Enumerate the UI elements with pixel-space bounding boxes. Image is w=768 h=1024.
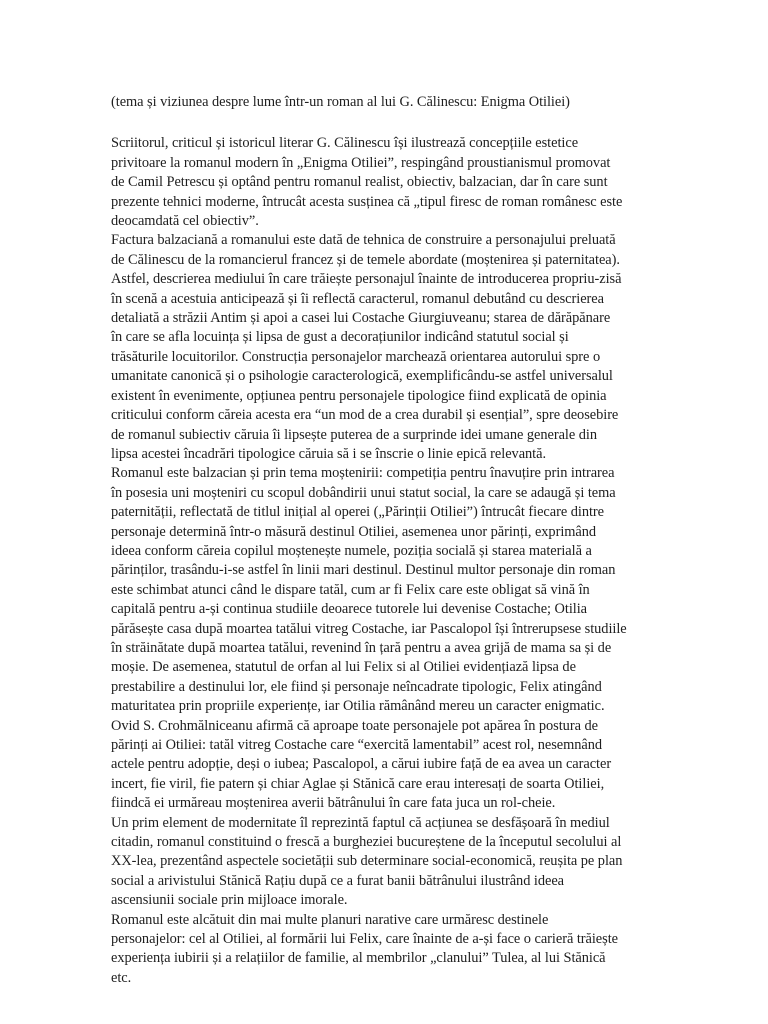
text-line: capitală pentru a-și continua studiile deoarece tutorele lui devenise Costache; Otilia: [111, 601, 588, 618]
paragraph-planuri-narative: [111, 911, 651, 989]
text-line: personajelor: cel al Otiliei, al formării lui Felix, care înainte de a-și face o carieră trăiește: [111, 931, 618, 948]
paragraph-mostenire-tema: [111, 464, 651, 813]
text-line: Scriitorul, criticul și istoricul literar G. Călinescu își ilustrează concepțiile estetice: [111, 135, 579, 152]
document-body: [111, 134, 651, 988]
text-line: în posesia uni moșteniri cu scopul dobândirii unui statut social, la care se adaugă și tema: [111, 484, 616, 501]
text-line: deocamdată cel obiectiv”.: [111, 213, 259, 230]
text-line: personaje determină într-o măsură destinul Otiliei, asemenea unor părinți, exprimând: [111, 523, 597, 540]
text-line: este schimbat atunci când le dispare tatăl, cum ar fi Felix care este obligat să vină în: [111, 581, 590, 598]
text-line: detaliată a străzii Antim și apoi a casei lui Costache Giurgiuveanu; starea de dărăpănare: [111, 310, 611, 327]
text-line: părinți ai Otiliei: tatăl vitreg Costache care “exercită lamentabil” acest rol, nesemnând: [111, 737, 603, 753]
text-line: actele pentru adopție, deși o iubea; Pascalopol, a cărui iubire față de ea avea un caracter: [111, 756, 612, 773]
text-line: Un prim element de modernitate îl reprezintă faptul că acțiunea se desfășoară în mediul: [111, 814, 610, 831]
text-line: Ovid S. Crohmălniceanu afirmă că aproape toate personajele pot apărea în postura de: [111, 717, 598, 734]
text-line: Factura balzaciană a romanului este dată de tehnica de construire a personajului preluată: [111, 232, 616, 249]
text-line: în care se afla locuința și lipsa de gust a decorațiunilor indicând statutul social și: [111, 329, 569, 346]
text-line: prestabilire a destinului lor, ele fiind și personaje neîncadrate tipologic, Felix atingând: [111, 678, 602, 695]
text-line: Romanul este balzacian și prin tema moștenirii: competiția pentru înavuțire prin intrarea: [111, 465, 615, 482]
text-line: paternității, reflectată de titlul inițial al operei („Părinții Otiliei”) întrucât fiecare dintre: [111, 504, 605, 521]
text-line: Romanul este alcătuit din mai multe planuri narative care urmăresc destinele: [111, 911, 549, 928]
text-line: incert, fie viril, fie patern și chiar Aglae și Stănică care erau interesați de soarta Otiliei,: [111, 775, 605, 792]
text-line: umanitate canonică și o psihologie caracterologică, exemplificându-se astfel universalul: [111, 368, 613, 385]
text-line: ascensiunii sociale prin mijloace imorale.: [111, 892, 348, 909]
paragraph-modernitate: [111, 814, 651, 911]
text-line: fiindcă ei urmăreau moștenirea averii bătrânului în care fata juca un rol-cheie.: [111, 795, 556, 812]
text-line: prezente tehnici moderne, întrucât acesta susținea că „tipul firesc de roman românesc este: [111, 193, 623, 210]
text-line: experiența iubirii și a relațiilor de familie, al membrilor „clanului” Tulea, al lui Stănică: [111, 950, 606, 967]
text-line: în străinătate după moartea tatălui, revenind în țară pentru a avea grijă de mama sa și de: [111, 639, 612, 656]
text-line: criticului conform căreia acesta era “un mod de a crea durabil și esențial”, spre deosebire: [111, 407, 619, 424]
text-line: de romanul subiectiv căruia îi lipsește puterea de a surprinde idei umane generale din: [111, 426, 597, 443]
text-line: privitoare la romanul modern în „Enigma Otiliei”, respingând proustianismul promovat: [111, 154, 611, 171]
document-title: (tema și viziunea despre lume într-un roman al lui G. Călinescu: Enigma Otiliei): [111, 94, 570, 110]
text-line: maturitatea prin propriile experiențe, iar Otilia rămânând mereu un caracter enigmatic.: [111, 698, 605, 715]
text-line: moșie. De asemenea, statutul de orfan al lui Felix si al Otiliei evidențiază lipsa de: [111, 659, 576, 676]
text-line: existent în evenimente, opțiunea pentru personajele tipologice fiind explicată de opinia: [111, 387, 607, 404]
text-line: Astfel, descrierea mediului în care trăiește personajul înainte de introducerea propriu-zisă: [111, 271, 622, 288]
text-line: părăsește casa după moartea tatălui vitreg Costache, iar Pascalopol își întrerupsese studiile: [111, 620, 627, 637]
text-line: social a arivistului Stănică Rațiu după ce a furat banii bătrânului ilustrând ideea: [111, 872, 564, 889]
text-line: XX-lea, prezentând aspectele societății sub determinare social-economică, reușita pe plan: [111, 853, 623, 870]
text-line: citadin, romanul constituind o frescă a burgheziei bucureștene de la începutul secolului al: [111, 834, 622, 851]
text-line: trăsăturile locuitorilor. Construcția personajelor marchează orientarea autorului spre o: [111, 348, 601, 365]
text-line: părinților, trasându-i-se astfel în linii mari destinul. Destinul multor personaje din roman: [111, 562, 616, 579]
text-line: ideea conform căreia copilul moștenește numele, poziția socială și starea materială a: [111, 542, 592, 559]
document-page: [111, 93, 651, 988]
text-line: etc.: [111, 969, 132, 986]
text-line: de Călinescu de la romancierul francez și de temele abordate (moștenirea și paternitatea).: [111, 251, 620, 268]
text-line: de Camil Petrescu și optând pentru romanul realist, obiectiv, balzacian, dar în care sunt: [111, 174, 608, 191]
paragraph-balzacian-factura: [111, 231, 651, 464]
paragraph-intro: [111, 134, 651, 231]
text-line: lipsa acestei încadrări tipologice căruia să i se înscrie o linie epică relevantă.: [111, 445, 547, 462]
text-line: în scenă a acestuia anticipează și îi reflectă caracterul, romanul debutând cu descrierea: [111, 290, 604, 307]
